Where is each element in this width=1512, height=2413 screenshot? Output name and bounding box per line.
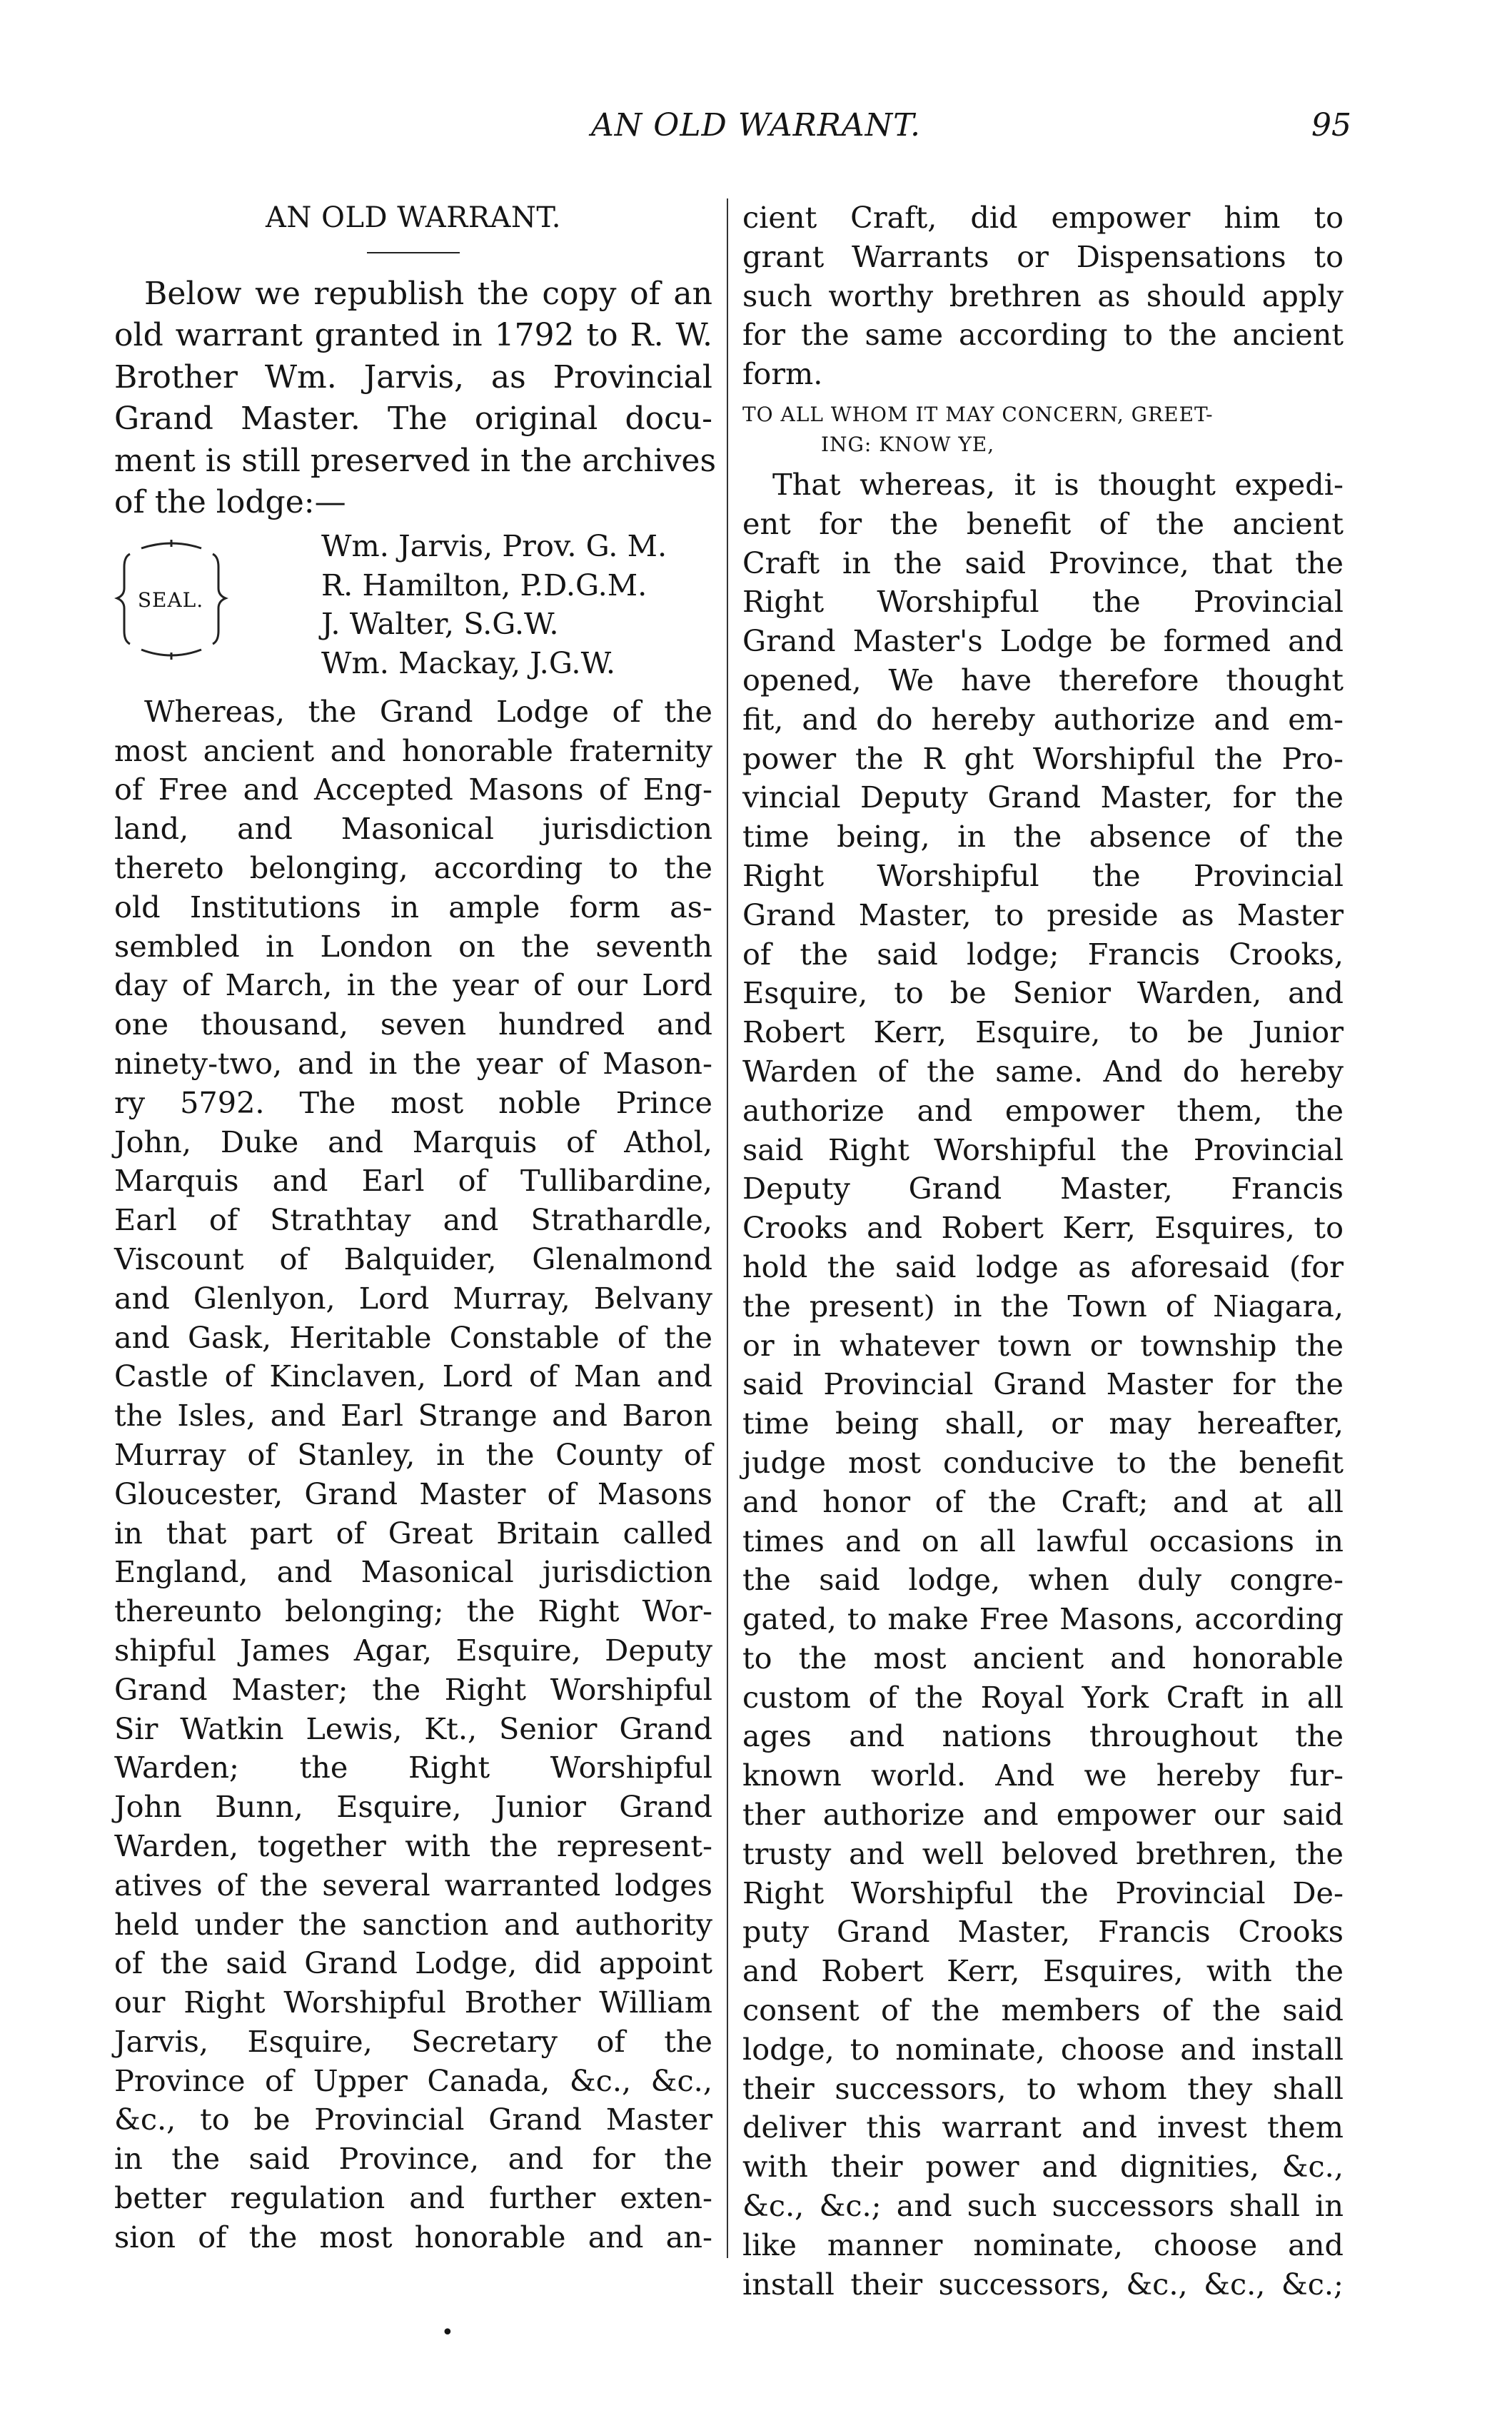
text-line: Earl of Strathtay and Strathardle, — [114, 1203, 712, 1238]
text-line: and Gask, Heritable Constable of the — [114, 1320, 712, 1355]
text-line: sembled in London on the seventh — [114, 929, 712, 964]
text-line: shipful James Agar, Esquire, Deputy — [114, 1633, 712, 1668]
text-line: Deputy Grand Master, Francis — [742, 1172, 1344, 1206]
text-line: said Right Worshipful the Provincial — [742, 1132, 1344, 1167]
text-line: Esquire, to be Senior Warden, and — [742, 976, 1344, 1011]
text-line: such worthy brethren as should apply — [742, 278, 1344, 313]
text-line: thereunto belonging; the Right Wor- — [114, 1594, 712, 1629]
text-line: atives of the several warranted lodges — [114, 1868, 712, 1903]
text-line: times and on all lawful occasions in — [742, 1523, 1344, 1558]
text-line: in the said Province, and for the — [114, 2142, 712, 2177]
right-column — [742, 198, 1344, 2304]
text-line: puty Grand Master, Francis Crooks — [742, 1915, 1344, 1950]
text-line: cient Craft, did empower him to — [742, 201, 1344, 235]
signature-line: Wm. Mackay, J.G.W. — [321, 646, 616, 681]
text-line: the said lodge, when duly congre- — [742, 1563, 1344, 1598]
page-number: 95 — [1311, 107, 1351, 143]
text-line: Sir Watkin Lewis, Kt., Senior Grand — [114, 1711, 712, 1746]
text-line: of the said Grand Lodge, did appoint — [114, 1946, 712, 1981]
text-line: &c., &c.; and such successors shall in — [742, 2189, 1344, 2224]
text-line: or in whatever town or township the — [742, 1328, 1344, 1363]
text-line: known world. And we hereby fur- — [742, 1758, 1344, 1793]
text-line: old Institutions in ample form as- — [114, 890, 712, 925]
text-line: one thousand, seven hundred and — [114, 1007, 712, 1042]
warrant-body-right — [742, 465, 1344, 2304]
text-line: their successors, to whom they shall — [742, 2071, 1344, 2106]
text-line: custom of the Royal York Craft in all — [742, 1680, 1344, 1715]
text-line: and Robert Kerr, Esquires, with the — [742, 1954, 1344, 1989]
running-head — [0, 107, 1512, 150]
text-line: held under the sanction and authority — [114, 1907, 712, 1942]
text-line: Craft in the said Province, that the — [742, 545, 1344, 580]
footer-mark: • — [441, 2320, 454, 2345]
text-line: Marquis and Earl of Tullibardine, — [114, 1164, 712, 1199]
signature-line: R. Hamilton, P.D.G.M. — [321, 568, 647, 603]
text-line: old warrant granted in 1792 to R. W. — [114, 317, 712, 354]
signature-line: Wm. Jarvis, Prov. G. M. — [321, 528, 667, 563]
text-line: vincial Deputy Grand Master, for the — [742, 780, 1344, 815]
text-line: ages and nations throughout the — [742, 1719, 1344, 1754]
text-line: time being, in the absence of the — [742, 820, 1344, 855]
text-line: Right Worshipful the Provincial De- — [742, 1875, 1344, 1910]
text-line: ther authorize and empower our said — [742, 1798, 1344, 1833]
text-line: Grand Master's Lodge be formed and — [742, 624, 1344, 659]
text-line: ninety-two, and in the year of Mason- — [114, 1046, 712, 1081]
text-line: of Free and Accepted Masons of Eng- — [114, 772, 712, 807]
text-line: of the said lodge; Francis Crooks, — [742, 937, 1344, 972]
text-line: trusty and well beloved brethren, the — [742, 1836, 1344, 1871]
text-line: Murray of Stanley, in the County of — [114, 1437, 712, 1472]
text-line: land, and Masonical jurisdiction — [114, 812, 712, 847]
text-line: &c., to be Provincial Grand Master — [114, 2102, 712, 2137]
text-line: Whereas, the Grand Lodge of the — [144, 694, 712, 729]
text-line: Province of Upper Canada, &c., &c., — [114, 2063, 712, 2098]
seal-label: SEAL. — [137, 588, 204, 612]
text-line: authorize and empower them, the — [742, 1093, 1344, 1128]
text-line: John Bunn, Esquire, Junior Grand — [114, 1790, 712, 1825]
text-line: of the lodge:— — [114, 484, 346, 521]
text-line: Grand Master. The original docu- — [114, 401, 712, 438]
text-line: Gloucester, Grand Master of Masons — [114, 1476, 712, 1511]
text-line: ent for the benefit of the ancient — [742, 506, 1344, 541]
text-line: the Isles, and Earl Strange and Baron — [114, 1399, 712, 1434]
text-line: Castle of Kinclaven, Lord of Man and — [114, 1359, 712, 1394]
text-line: ment is still preserved in the archives — [114, 442, 717, 479]
text-line: fit, and do hereby authorize and em- — [742, 702, 1344, 737]
text-line: the present) in the Town of Niagara, — [742, 1289, 1344, 1324]
text-line: and Glenlyon, Lord Murray, Belvany — [114, 1281, 712, 1316]
text-line: opened, We have therefore thought — [742, 663, 1344, 697]
text-line: Warden, together with the represent- — [114, 1828, 712, 1863]
text-line: sion of the most honorable and an- — [114, 2220, 712, 2255]
text-line: judge most conducive to the benefit — [742, 1445, 1344, 1480]
signature-line: J. Walter, S.G.W. — [321, 607, 559, 642]
text-line: Below we republish the copy of an — [144, 275, 712, 312]
text-line: with their power and dignities, &c., — [742, 2150, 1344, 2185]
running-title: AN OLD WARRANT. — [590, 107, 922, 143]
text-line: gated, to make Free Masons, according — [742, 1602, 1344, 1637]
text-line: Grand Master; the Right Worshipful — [114, 1672, 712, 1707]
text-line: Brother Wm. Jarvis, as Provincial — [114, 358, 712, 396]
text-line: Warden of the same. And do hereby — [742, 1054, 1344, 1089]
text-line: John, Duke and Marquis of Athol, — [114, 1124, 712, 1159]
text-line: Right Worshipful the Provincial — [742, 585, 1344, 620]
greeting-heading: TO ALL WHOM IT MAY CONCERN, GREET- — [742, 402, 1214, 426]
text-line: power the R ght Worshipful the Pro- — [742, 741, 1344, 776]
text-line: our Right Worshipful Brother William — [114, 1985, 712, 2020]
text-line: in that part of Great Britain called — [114, 1516, 712, 1551]
text-line: Crooks and Robert Kerr, Esquires, to — [742, 1211, 1344, 1246]
text-line: Jarvis, Esquire, Secretary of the — [114, 2024, 712, 2059]
text-line: consent of the members of the said — [742, 1993, 1344, 2028]
text-line: hold the said lodge as aforesaid (for — [742, 1249, 1344, 1284]
text-line: to the most ancient and honorable — [742, 1641, 1344, 1676]
text-line: England, and Masonical jurisdiction — [114, 1555, 712, 1590]
text-line: Warden; the Right Worshipful — [114, 1750, 712, 1785]
text-line: said Provincial Grand Master for the — [742, 1367, 1344, 1402]
text-line: day of March, in the year of our Lord — [114, 968, 712, 1003]
text-line: Robert Kerr, Esquire, to be Junior — [742, 1015, 1344, 1050]
text-line: ry 5792. The most noble Prince — [114, 1085, 712, 1120]
text-line: most ancient and honorable fraternity — [114, 733, 712, 768]
text-line: Grand Master, to preside as Master — [742, 897, 1344, 932]
text-line: thereto belonging, according to the — [114, 850, 712, 885]
text-line: install their successors, &c., &c., &c.; — [742, 2267, 1344, 2302]
text-line: form. — [742, 357, 823, 392]
text-line: and honor of the Craft; and at all — [742, 1484, 1344, 1519]
text-line: deliver this warrant and invest them — [742, 2110, 1344, 2145]
text-line: like manner nominate, choose and — [742, 2227, 1344, 2262]
title-rule — [367, 252, 460, 253]
text-line: lodge, to nominate, choose and install — [742, 2032, 1344, 2067]
text-line: grant Warrants or Dispensations to — [742, 239, 1344, 274]
text-line: for the same according to the ancient — [742, 318, 1344, 353]
text-line: better regulation and further exten- — [114, 2181, 712, 2216]
text-line: time being shall, or may hereafter, — [742, 1406, 1344, 1441]
column-divider — [727, 198, 728, 2258]
intro-paragraph — [114, 273, 717, 524]
signature-list — [321, 527, 667, 683]
text-line: That whereas, it is thought expedi- — [772, 467, 1344, 502]
text-line: Viscount of Balquider, Glenalmond — [114, 1241, 712, 1276]
greeting-heading-cont: ING: KNOW YE, — [821, 432, 995, 456]
left-column — [114, 198, 717, 2257]
text-line: Right Worshipful the Provincial — [742, 858, 1344, 893]
signature-block — [114, 527, 712, 692]
warrant-body-left — [114, 692, 712, 2257]
warrant-continuation — [742, 198, 1344, 394]
article-title: AN OLD WARRANT. — [266, 201, 561, 234]
